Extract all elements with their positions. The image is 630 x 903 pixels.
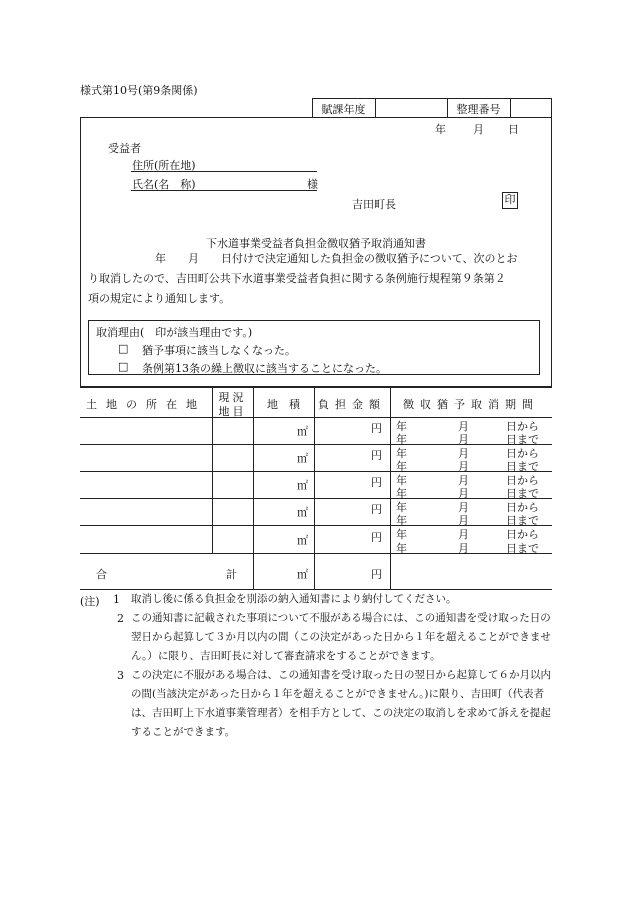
area-unit: ㎡: [297, 534, 308, 547]
area-unit: ㎡: [297, 506, 308, 519]
body-line-2: り取消したので、吉田町公共下水道事業受益者負担に関する条例施行規程第９条第２: [88, 272, 506, 285]
reason-checkbox-2[interactable]: □: [118, 360, 129, 373]
amount-unit: 円: [371, 503, 382, 516]
note-num-3: 3: [117, 669, 124, 682]
date-day: 日: [508, 123, 519, 136]
period-month: 月: [458, 514, 469, 527]
total-label-right: 計: [226, 568, 237, 581]
note-num-1: 1: [113, 593, 120, 606]
notes-label: (注): [80, 595, 100, 608]
amount-unit: 円: [371, 531, 382, 544]
date-year: 年: [435, 123, 446, 136]
period-year: 年: [396, 514, 407, 527]
name-label: 氏名(名 称): [132, 178, 196, 191]
reason-checkbox-1[interactable]: □: [118, 342, 129, 355]
period-month: 月: [458, 542, 469, 555]
reference-number-label: 整理番号: [456, 103, 501, 116]
note-text-1: 取消し後に係る負担金を別添の納入通知書により納付してください。: [131, 593, 457, 605]
period-from: 日から: [506, 501, 539, 514]
period-month: 月: [458, 420, 469, 433]
period-year: 年: [396, 487, 407, 500]
name-underline[interactable]: [131, 190, 317, 191]
reason-text-2: 条例第13条の繰上徴収に該当することになった。: [142, 362, 387, 375]
amount-unit: 円: [371, 568, 382, 581]
header-amount: 負担金額: [318, 398, 386, 411]
period-month: 月: [458, 447, 469, 460]
period-year: 年: [396, 501, 407, 514]
reasons-title: 取消理由( 印が該当理由です。): [96, 326, 253, 339]
header-period: 徴収猶予取消期間: [403, 398, 539, 411]
area-unit: ㎡: [297, 479, 308, 492]
address-label: 住所(所在地): [132, 159, 196, 172]
header-area: 地 積: [267, 398, 300, 411]
period-month: 月: [458, 501, 469, 514]
period-year: 年: [396, 433, 407, 446]
period-from: 日から: [506, 447, 539, 460]
period-to: 日まで: [506, 542, 539, 555]
period-to: 日まで: [506, 460, 539, 473]
period-from: 日から: [506, 528, 539, 541]
period-from: 日から: [506, 420, 539, 433]
period-year: 年: [396, 460, 407, 473]
amount-unit: 円: [371, 449, 382, 462]
period-to: 日まで: [506, 433, 539, 446]
body-line-3: 項の規定により通知します。: [88, 292, 231, 305]
header-location: 土地の所在地: [86, 398, 206, 411]
period-to: 日まで: [506, 514, 539, 527]
honorific: 様: [307, 178, 318, 191]
fiscal-year-label: 賦課年度: [321, 103, 366, 116]
document-title: 下水道事業受益者負担金徴収猶予取消通知書: [206, 237, 426, 250]
amount-unit: 円: [371, 476, 382, 489]
period-month: 月: [458, 433, 469, 446]
header-status-top: 現況: [218, 391, 247, 404]
period-month: 月: [458, 528, 469, 541]
issuer-name: 吉田町長: [352, 198, 396, 211]
period-from: 日から: [506, 474, 539, 487]
recipient-title: 受益者: [108, 142, 141, 155]
note-text-2: この通知書に記載された事項について不服がある場合には、この通知書を受け取った日の翌日から起算して３か月以内の間（この決定があった日から１年を超えることができません。）に限り、吉田町長に対して審査請求をすることができます。: [131, 612, 551, 662]
body-line-1: 年 月 日付けで決定通知した負担金の徴収猶予について、次のとお: [155, 252, 518, 265]
period-year: 年: [396, 474, 407, 487]
period-year: 年: [396, 447, 407, 460]
period-month: 月: [458, 474, 469, 487]
area-unit: ㎡: [297, 425, 308, 438]
date-month: 月: [473, 123, 484, 136]
period-year: 年: [396, 528, 407, 541]
area-unit: ㎡: [297, 568, 308, 581]
divider: [510, 98, 511, 118]
note-text-3: この決定に不服がある場合は、この通知書を受け取った日の翌日から起算して６か月以内の間(当該決定があった日から１年を超えることができません。)に限り、吉田町（代表者は、吉田町上下水道事業管理者）を相手方として、この決定の取消しを求めて訴えを提起することができます。: [131, 669, 551, 738]
header-status-bottom: 地目: [218, 405, 247, 418]
period-year: 年: [396, 420, 407, 433]
period-to: 日まで: [506, 487, 539, 500]
amount-unit: 円: [371, 422, 382, 435]
note-num-2: 2: [117, 612, 124, 625]
period-year: 年: [396, 542, 407, 555]
period-month: 月: [458, 460, 469, 473]
period-month: 月: [458, 487, 469, 500]
address-underline[interactable]: [131, 171, 317, 172]
divider: [375, 98, 376, 118]
reason-text-1: 猶予事項に該当しなくなった。: [142, 344, 296, 357]
total-label-left: 合: [96, 568, 107, 581]
area-unit: ㎡: [297, 452, 308, 465]
form-number: 様式第10号(第9条関係): [80, 84, 198, 97]
seal-stamp: 印: [502, 192, 518, 209]
